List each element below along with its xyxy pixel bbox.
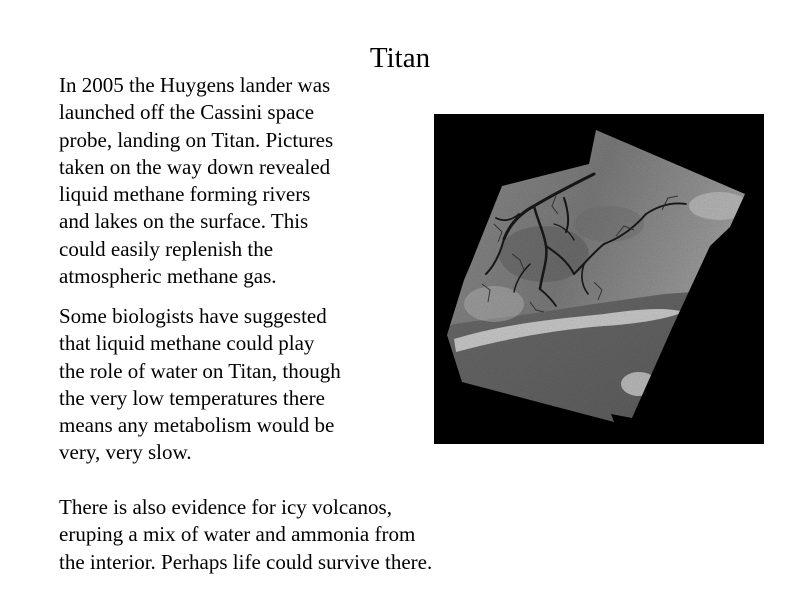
paragraph-line: very, very slow. xyxy=(59,440,192,465)
paragraph-line: There is also evidence for icy volcanos, xyxy=(59,495,392,519)
slide-title: Titan xyxy=(369,42,431,74)
paragraph-line: that liquid methane could play xyxy=(59,331,315,356)
paragraph-line: means any metabolism would be xyxy=(59,413,335,438)
paragraph-line: liquid methane forming rivers xyxy=(59,182,311,207)
paragraph-line: the very low temperatures there xyxy=(59,385,325,410)
titan-surface-mosaic xyxy=(434,114,764,444)
paragraph-line: the interior. Perhaps life could survive there. xyxy=(59,549,433,574)
titan-surface-image xyxy=(434,114,764,444)
paragraph-liquid-methane-biology xyxy=(59,303,341,467)
paragraph-line: launched off the Cassini space xyxy=(59,100,315,125)
paragraph-line: eruping a mix of water and ammonia from xyxy=(59,522,416,547)
paragraph-icy-volcanos xyxy=(59,494,432,576)
paragraph-line: and lakes on the surface. This xyxy=(59,209,309,234)
paragraph-line: the role of water on Titan, though xyxy=(59,358,341,383)
paragraph-line: Some biologists have suggested xyxy=(59,304,327,328)
paragraph-line: could easily replenish the xyxy=(59,236,274,261)
paragraph-line: In 2005 the Huygens lander was xyxy=(59,73,331,97)
paragraph-line: atmospheric methane gas. xyxy=(59,264,277,289)
paragraph-line: taken on the way down revealed xyxy=(59,154,331,179)
paragraph-line: probe, landing on Titan. Pictures xyxy=(59,127,334,152)
paragraph-huygens-landing xyxy=(59,72,333,290)
